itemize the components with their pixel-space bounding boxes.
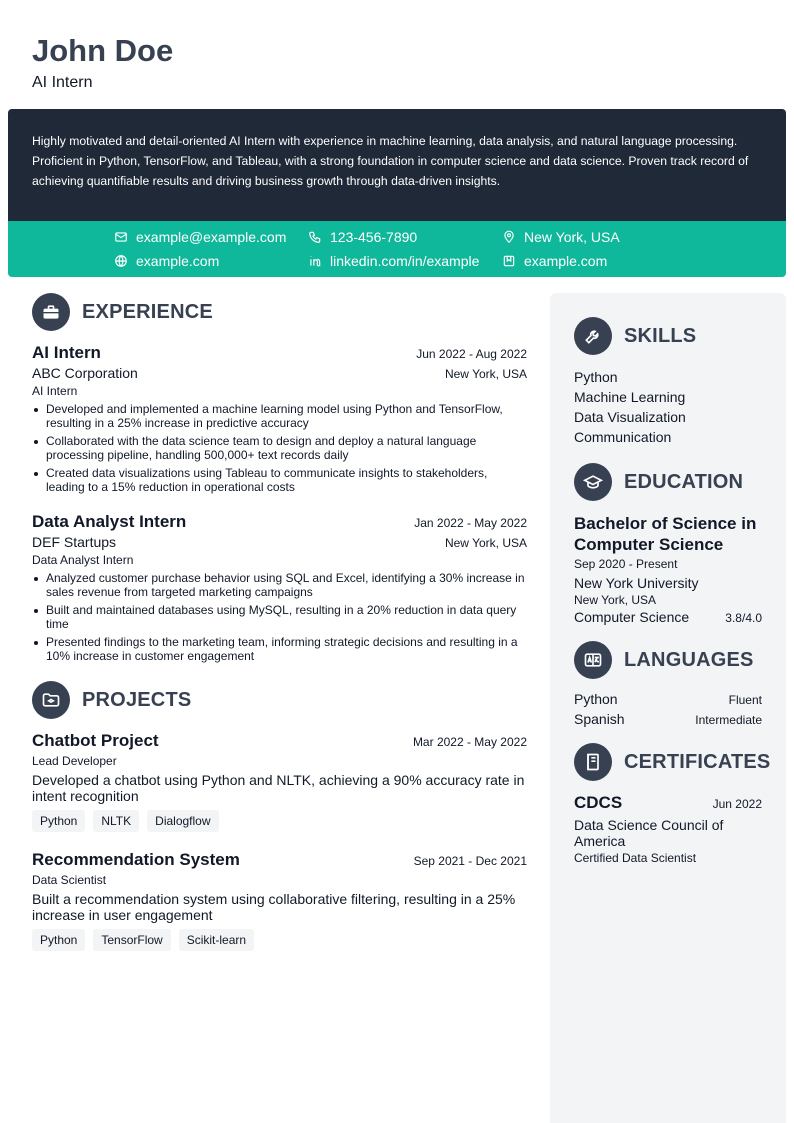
skills-heading (574, 317, 762, 355)
languages-title: LANGUAGES (624, 648, 754, 671)
languages-heading (574, 641, 762, 679)
contact-location (502, 227, 620, 247)
project-entry (32, 850, 527, 951)
certificate-icon (574, 743, 612, 781)
project-tags (32, 929, 527, 951)
contact-website-text: example.com (136, 253, 220, 269)
graduation-cap-icon (574, 463, 612, 501)
contact-phone[interactable] (308, 227, 417, 247)
education-title: EDUCATION (624, 470, 744, 493)
language-name: Spanish (574, 711, 625, 727)
bullet-item: Analyzed customer purchase behavior using SQL and Excel, identifying a 30% increase in sales revenue from targeted marketing campaigns (32, 571, 527, 599)
education-degree: Bachelor of Science in Computer Science (574, 514, 757, 554)
contact-phone-text: 123-456-7890 (330, 229, 418, 245)
skill-item: Communication (574, 429, 672, 445)
project-date: Sep 2021 - Dec 2021 (413, 854, 527, 868)
skills-title: SKILLS (624, 324, 697, 347)
contact-email[interactable] (114, 227, 286, 247)
contact-portfolio-text: example.com (524, 253, 608, 269)
contact-portfolio[interactable] (502, 251, 607, 271)
language-level: Fluent (728, 693, 762, 707)
projects-section (32, 681, 527, 951)
experience-heading (32, 293, 527, 331)
project-description: Built a recommendation system using collaborative filtering, resulting in a 25% increase in user engagement (32, 891, 516, 923)
main-column (32, 293, 527, 969)
map-pin-icon (502, 230, 516, 244)
experience-section (32, 293, 527, 663)
experience-title: EXPERIENCE (82, 300, 213, 323)
summary-section (8, 109, 786, 221)
skill-item: Machine Learning (574, 389, 686, 405)
linkedin-icon (308, 254, 322, 268)
tag: Python (32, 929, 85, 951)
bullet-item: Developed and implemented a machine learning model using Python and TensorFlow, resulting in a 25% increase in predictive accuracy (32, 402, 527, 430)
bullet-item: Collaborated with the data science team to design and deploy a natural language processing pipeline, handling 500,000+ text records daily (32, 434, 527, 462)
contact-bar (8, 221, 786, 277)
project-role: Data Scientist (32, 873, 107, 887)
contact-linkedin-text: linkedin.com/in/example (330, 253, 480, 269)
globe-icon (114, 254, 128, 268)
translate-icon (574, 641, 612, 679)
project-title: Chatbot Project (32, 731, 159, 750)
entry-role: AI Intern (32, 384, 78, 398)
education-date: Sep 2020 - Present (574, 557, 678, 571)
project-title: Recommendation System (32, 850, 240, 869)
language-name: Python (574, 691, 618, 707)
certificates-section (574, 743, 771, 865)
language-level: Intermediate (695, 713, 762, 727)
folder-icon (32, 681, 70, 719)
tag: TensorFlow (93, 929, 170, 951)
mail-icon (114, 230, 128, 244)
education-location: New York, USA (574, 593, 657, 607)
entry-date: Jan 2022 - May 2022 (414, 516, 527, 530)
sidebar-column (550, 293, 786, 1123)
education-field: Computer Science (574, 609, 690, 625)
entry-company: ABC Corporation (32, 365, 138, 381)
resume-header (32, 32, 173, 92)
tag: NLTK (93, 810, 139, 832)
candidate-title: AI Intern (32, 74, 93, 91)
education-school: New York University (574, 575, 699, 591)
certificates-heading (574, 743, 771, 781)
summary-text: Highly motivated and detail-oriented AI Intern with experience in machine learning, data analysis, and natural language processing. Proficient in Python, TensorFlow, and Tableau, with a strong foundation in computer science and data science. Proven track record of achieving quantifiable results and driving business growth through data-driven insights. (32, 134, 749, 188)
bullet-item: Presented findings to the marketing team, informing strategic decisions and resulting in a 10% increase in customer engagement (32, 635, 527, 663)
certificate-title: Certified Data Scientist (574, 851, 697, 865)
entry-title: AI Intern (32, 343, 101, 362)
certificate-date: Jun 2022 (712, 797, 762, 811)
certificates-title: CERTIFICATES (624, 750, 771, 773)
entry-location: New York, USA (444, 536, 527, 550)
contact-location-text: New York, USA (524, 229, 620, 245)
project-tags (32, 810, 527, 832)
entry-bullets (32, 402, 527, 494)
certificate-name: CDCS (574, 793, 623, 812)
project-entry (32, 731, 527, 832)
project-description: Developed a chatbot using Python and NLTK, achieving a 90% accuracy rate in intent recognition (32, 772, 525, 804)
entry-role: Data Analyst Intern (32, 553, 134, 567)
bullet-item: Built and maintained databases using MySQL, resulting in a 20% reduction in data query time (32, 603, 527, 631)
skill-item: Python (574, 369, 618, 385)
entry-title: Data Analyst Intern (32, 512, 187, 531)
wrench-icon (574, 317, 612, 355)
education-section (574, 463, 762, 625)
candidate-name: John Doe (32, 33, 174, 68)
tag: Scikit-learn (179, 929, 254, 951)
projects-title: PROJECTS (82, 688, 192, 711)
education-gpa: 3.8/4.0 (725, 611, 762, 625)
skill-item: Data Visualization (574, 409, 686, 425)
education-heading (574, 463, 762, 501)
languages-section (574, 641, 762, 727)
briefcase-icon (32, 293, 70, 331)
project-role: Lead Developer (32, 754, 117, 768)
entry-bullets (32, 571, 527, 663)
contact-linkedin[interactable] (308, 251, 479, 271)
experience-entry (32, 512, 527, 663)
tag: Python (32, 810, 85, 832)
entry-date: Jun 2022 - Aug 2022 (416, 347, 527, 361)
certificate-issuer: Data Science Council of America (574, 817, 724, 849)
phone-icon (308, 230, 322, 244)
bullet-item: Created data visualizations using Tableau to communicate insights to stakeholders, leading to a 15% reduction in operational costs (32, 466, 527, 494)
tag: Dialogflow (147, 810, 218, 832)
portfolio-icon (502, 254, 516, 268)
project-date: Mar 2022 - May 2022 (412, 735, 527, 749)
projects-heading (32, 681, 527, 719)
entry-company: DEF Startups (32, 534, 117, 550)
entry-location: New York, USA (444, 367, 527, 381)
contact-website[interactable] (114, 251, 219, 271)
experience-entry (32, 343, 527, 494)
contact-email-text: example@example.com (136, 229, 287, 245)
skills-section (574, 317, 762, 447)
